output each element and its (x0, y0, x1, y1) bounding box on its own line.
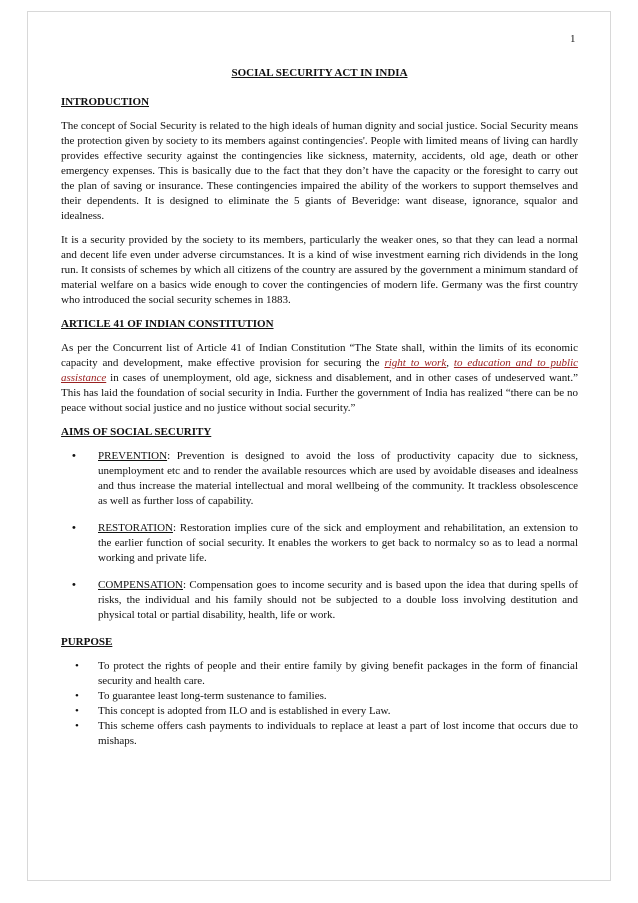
purpose-item (61, 689, 578, 704)
purpose-list (61, 659, 578, 749)
bullet-icon: • (72, 522, 76, 534)
aim-text: : Prevention is designed to avoid the loss of productivity capacity due to sickness, unemployment etc and to render the available resources which are used by avoidable diseases and idealness and thus increase the material intellectual and moral wellbeing of the community. It trackless obsolescence as well as further loss of capability. (98, 450, 578, 507)
bullet-icon: • (75, 690, 79, 702)
bullet-icon: • (72, 579, 76, 591)
intro-paragraph-2: It is a security provided by the society to its members, particularly the weaker ones, so that they can lead a normal and decent life even under adverse circumstances. It is a kind of wise investment earning rich dividends in the long run. It consists of schemes by which all citizens of the country are assured by the government a minimum standard of material welfare on a basics wide enough to cover the contingencies of modern life. Germany was the first country who introduced the social security schemes in 1883. (61, 234, 578, 306)
page-number: 1 (570, 33, 576, 45)
purpose-text: This scheme offers cash payments to individuals to replace at least a part of lost income that occurs due to mishaps. (98, 720, 578, 747)
aims-list (61, 449, 578, 623)
purpose-heading: PURPOSE (61, 636, 113, 648)
education-assistance-link[interactable]: to education and to public assistance (61, 357, 579, 384)
aim-term: PREVENTION (98, 450, 168, 462)
bullet-icon: • (75, 660, 79, 672)
article41-text-before: As per the Concurrent list of Article 41 of Indian Constitution “The State shall, within the limits of its economic capacity and development, make effective provision for securing the (61, 342, 578, 369)
aim-text: : Restoration implies cure of the sick and employment and rehabilitation, an extension to the earlier function of social security. It enables the workers to get back to normalcy so as to lead a normal working and private life. (98, 522, 578, 564)
article41-text-after: in cases of unemployment, old age, sickness and disablement, and in other cases of undeserved want.” This has laid the foundation of social security in India. Further the government of India has realized “there can be no peace without social justice and no justice without social security.” (61, 372, 578, 414)
document-title: SOCIAL SECURITY ACT IN INDIA (231, 67, 408, 79)
aim-item-prevention (61, 449, 578, 509)
aim-item-compensation (61, 578, 578, 623)
article41-heading: ARTICLE 41 OF INDIAN CONSTITUTION (61, 318, 274, 330)
bullet-icon: • (75, 705, 79, 717)
purpose-text: To protect the rights of people and their entire family by giving benefit packages in the form of financial security and health care. (98, 660, 578, 687)
article41-paragraph (61, 341, 578, 416)
article41-separator: , (446, 357, 454, 369)
aim-text: : Compensation goes to income security and is based upon the idea that during spells of risks, the individual and his family should not be subjected to a double loss involving destitution and physical total or partial disability, health, life or work. (98, 579, 578, 621)
purpose-item (61, 659, 578, 689)
purpose-item (61, 719, 578, 749)
aim-item-restoration (61, 521, 578, 566)
aim-term: RESTORATION (98, 522, 173, 534)
intro-paragraph-1: The concept of Social Security is related to the high ideals of human dignity and social justice. Social Security means the protection given by society to its members against contingencies'. People with limited means of living can hardly provides effective security against the contingencies like sickness, maternity, accidents, old age, death or other emergency expenses. This is basically due to the fact that they don’t have the capacity or the foresight to carry out the plan of saving or insurance. These contingencies impaired the ability of the workers to support themselves and their dependents. It is designed to eliminate the 5 giants of Beveridge: want disease, ignorance, squalor and idealness. (61, 120, 578, 222)
purpose-text: This concept is adopted from ILO and is established in every Law. (98, 705, 391, 717)
bullet-icon: • (75, 720, 79, 732)
intro-heading: INTRODUCTION (61, 96, 150, 108)
purpose-text: To guarantee least long-term sustenance to families. (98, 690, 327, 702)
bullet-icon: • (72, 450, 76, 462)
aim-term: COMPENSATION (98, 579, 183, 591)
right-to-work-link[interactable]: right to work (384, 357, 447, 369)
purpose-item (61, 704, 578, 719)
aims-heading: AIMS OF SOCIAL SECURITY (61, 426, 212, 438)
document-body (61, 66, 578, 749)
